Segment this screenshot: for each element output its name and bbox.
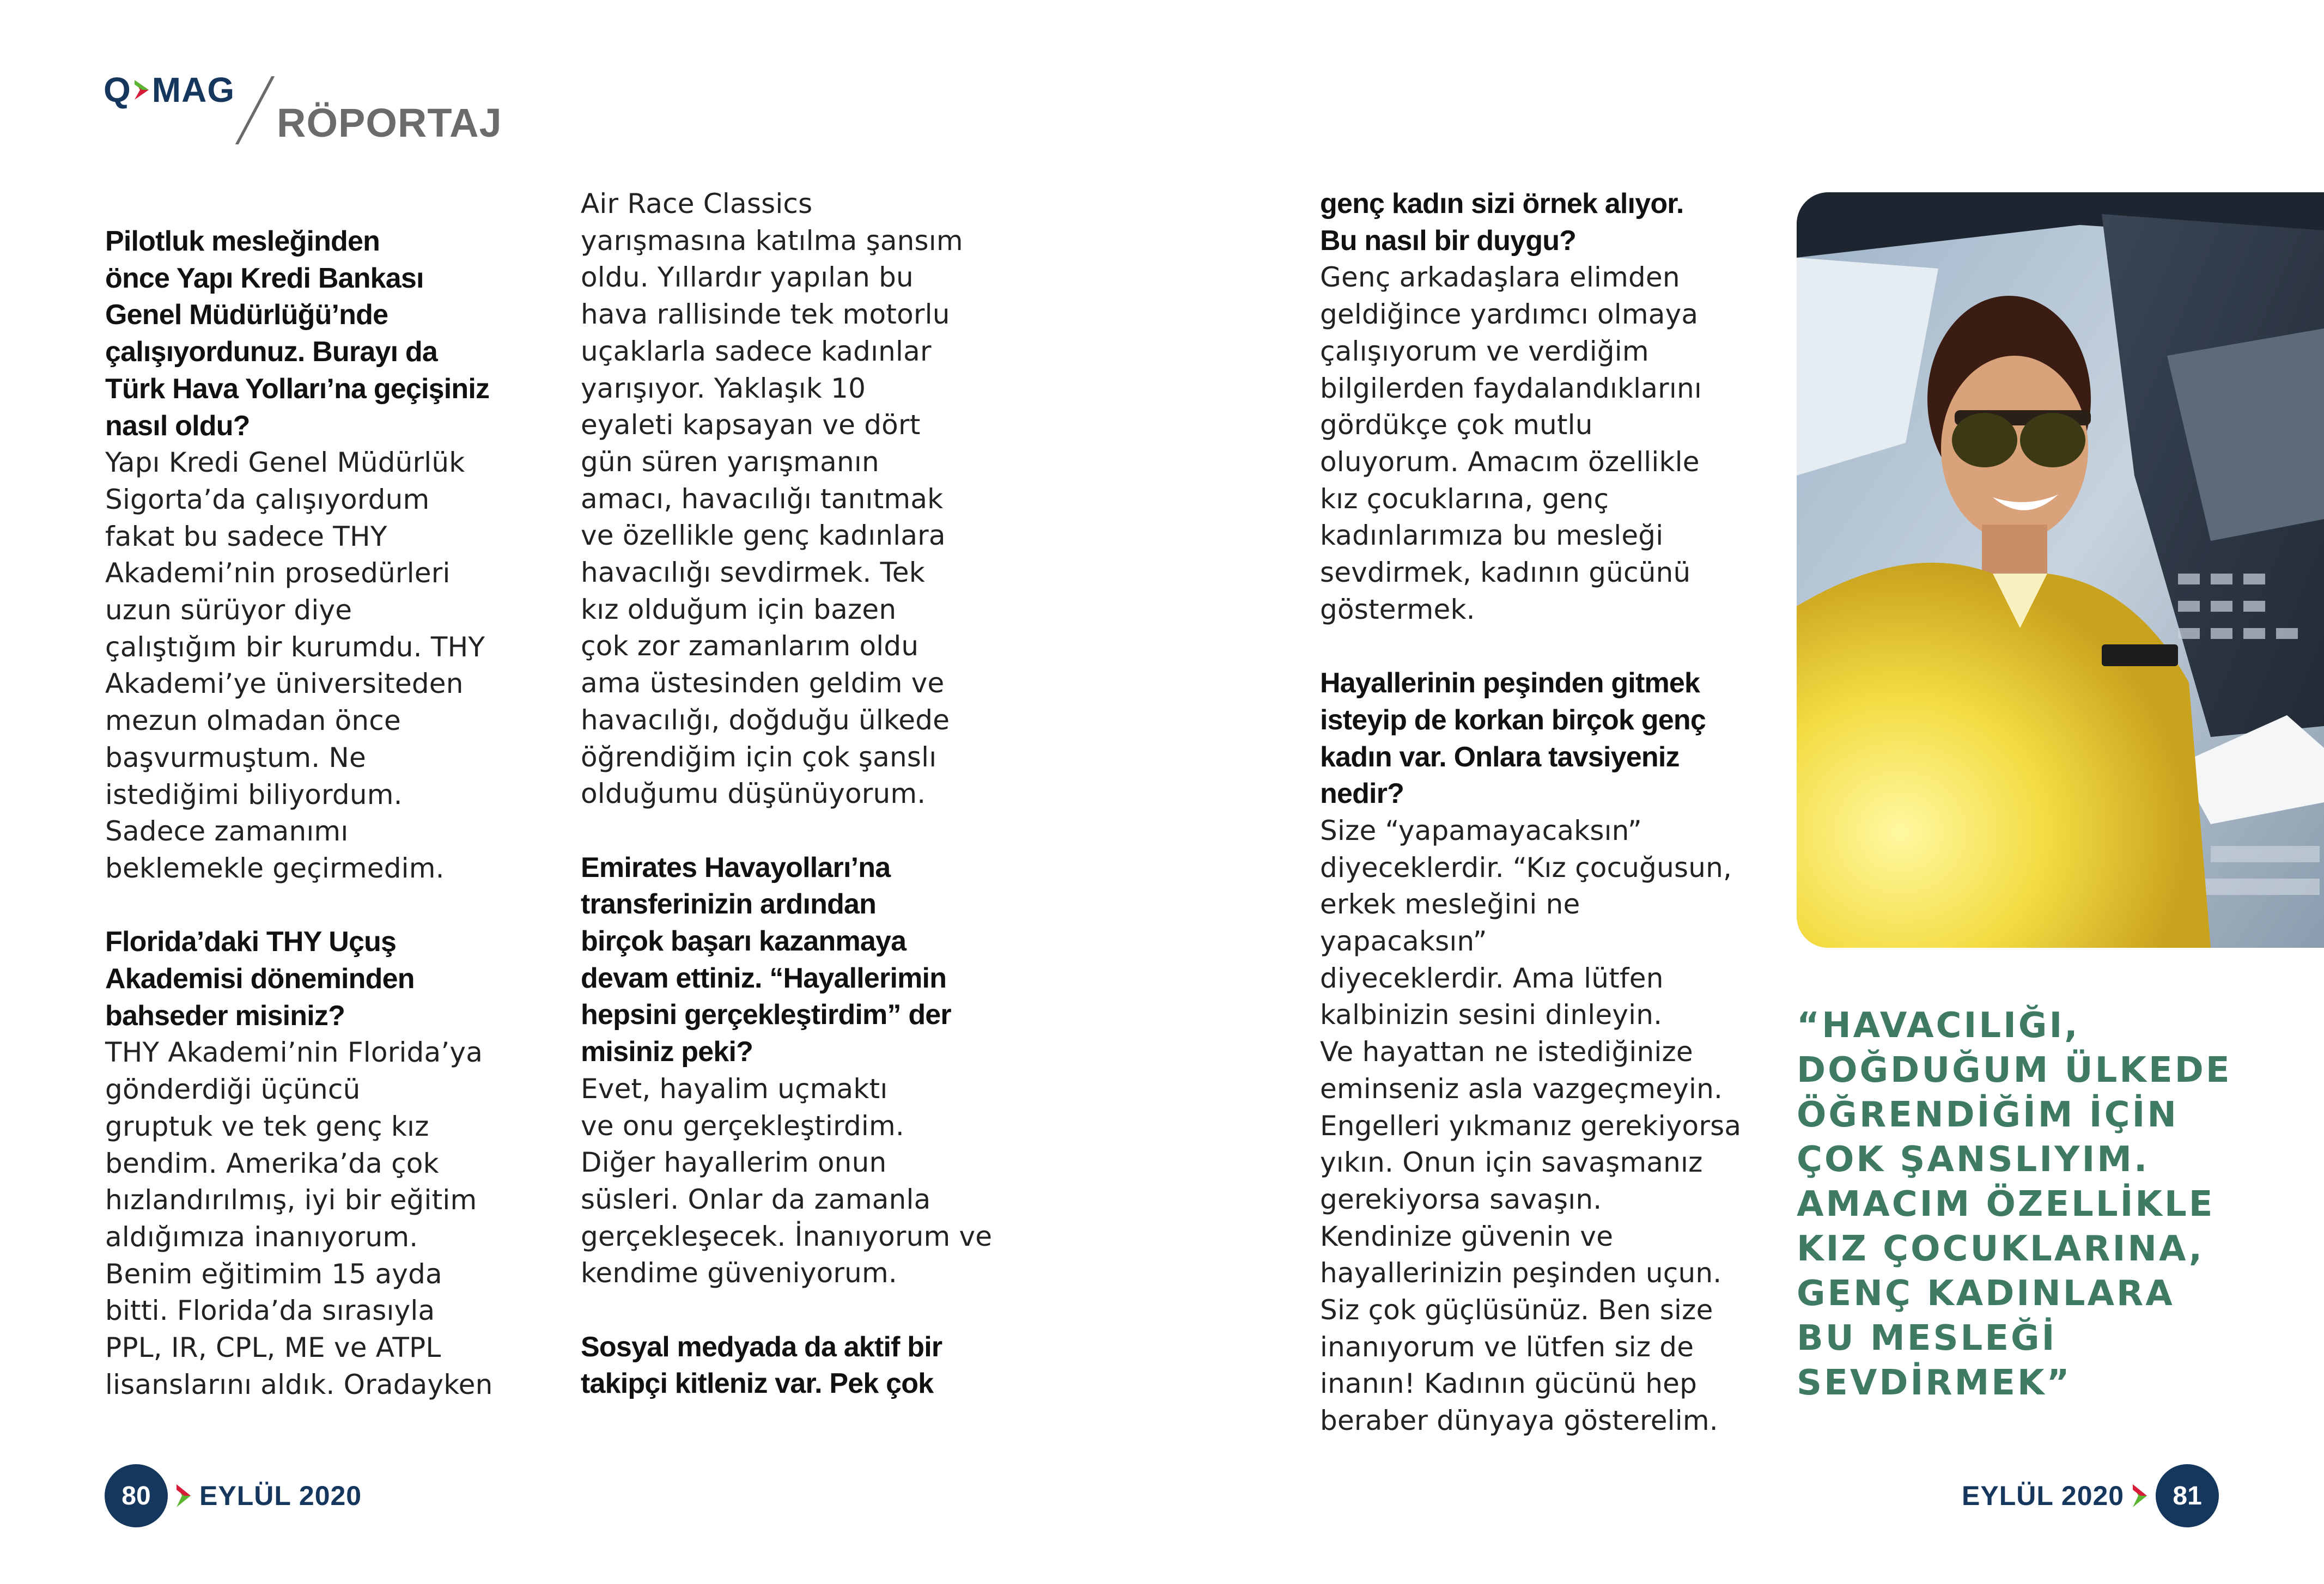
paragraph-gap (1320, 628, 1756, 665)
text-line: diyeceklerdir. “Kız çocuğusun, (1320, 851, 1732, 884)
text-line: geldiğince yardımcı olmaya (1320, 298, 1699, 331)
footer-right (1962, 1464, 2219, 1527)
text-line: hayallerinizin peşinden uçun. (1320, 1257, 1722, 1289)
text-line: gruptuk ve tek genç kız (105, 1110, 429, 1142)
header-divider (235, 76, 275, 144)
text-line: kadın var. Onlara tavsiyeniz (1320, 741, 1680, 773)
text-line: nedir? (1320, 778, 1404, 810)
text-line: hepsini gerçekleştirdim” der (581, 999, 951, 1031)
text-line: kadınlarımıza bu mesleği (1320, 520, 1664, 552)
text-line: inanın! Kadının gücünü hep (1320, 1368, 1698, 1400)
text-line: ve onu gerçekleştirdim. (581, 1110, 904, 1142)
interview-answer (581, 186, 1000, 813)
pull-quote-line: AMACIM ÖZELLİKLE (1797, 1184, 2215, 1224)
pull-quote-line: GENÇ KADINLARA (1797, 1274, 2175, 1314)
text-line: kız çocuklarına, genç (1320, 483, 1609, 515)
issue-date: EYLÜL 2020 (1962, 1481, 2125, 1511)
interview-question (105, 223, 525, 444)
text-line: olduğumu düşünüyorum. (581, 778, 926, 810)
text-line: hava rallisinde tek motorlu (581, 298, 950, 331)
text-line: süsleri. Onlar da zamanla (581, 1183, 931, 1215)
text-line: Engelleri yıkmanız gerekiyorsa (1320, 1110, 1742, 1142)
text-line: Sosyal medyada da aktif bir (581, 1331, 942, 1363)
text-line: havacılığı, doğduğu ülkede (581, 704, 950, 736)
text-line: misiniz peki? (581, 1036, 753, 1068)
text-line: öğrendiğim için çok şanslı (581, 741, 937, 773)
text-line: havacılığı sevdirmek. Tek (581, 557, 925, 589)
text-line: Akademi’nin prosedürleri (105, 557, 451, 589)
issue-date: EYLÜL 2020 (199, 1481, 362, 1511)
text-line: mezun olmadan önce (105, 705, 401, 737)
text-line: isteyip de korkan birçok genç (1320, 704, 1706, 736)
text-column-1 (105, 223, 525, 1403)
text-line: Hayallerinin peşinden gitmek (1320, 667, 1700, 699)
text-line: lisanslarını aldık. Oradayken (105, 1368, 493, 1400)
text-line: Diğer hayallerim onun (581, 1147, 887, 1179)
paragraph-gap (105, 887, 525, 924)
text-line: Siz çok güçlüsünüz. Ben size (1320, 1294, 1713, 1326)
text-line: Sadece zamanımı (105, 815, 349, 848)
text-line: Yapı Kredi Genel Müdürlük (105, 447, 465, 479)
text-line: Pilotluk mesleğinden (105, 226, 380, 257)
text-line: aldığımıza inanıyorum. (105, 1221, 418, 1253)
text-line: Ve hayattan ne istediğinize (1320, 1036, 1693, 1068)
text-line: erkek mesleğini ne yapacaksın” (1320, 888, 1580, 958)
pull-quote-line: “HAVACILIĞI, (1797, 1006, 2080, 1046)
text-line: eyaleti kapsayan ve dört (581, 409, 921, 441)
text-line: bilgilerden faydalandıklarını (1320, 372, 1702, 404)
text-line: Bu nasıl bir duygu? (1320, 224, 1577, 257)
brand-logo (104, 70, 235, 110)
text-line: gördükçe çok mutlu (1320, 409, 1593, 441)
text-line: uzun sürüyor diye (105, 594, 352, 626)
text-line: Genel Müdürlüğü’nde (105, 299, 388, 331)
text-line: yıkın. Onun için savaşmanız (1320, 1147, 1703, 1179)
text-line: başvurmuştum. Ne (105, 741, 366, 773)
page-number: 81 (2156, 1464, 2219, 1527)
text-line: Florida’daki THY Uçuş (105, 926, 397, 958)
brand-mag: MAG (151, 70, 235, 109)
text-column-3 (1320, 186, 1756, 1440)
section-label: RÖPORTAJ (277, 100, 502, 145)
text-line: kız olduğum için bazen (581, 593, 897, 625)
interview-question (581, 1329, 1000, 1403)
paragraph-gap (581, 813, 1000, 850)
interview-answer (105, 444, 525, 887)
text-line: PPL, IR, CPL, ME ve ATPL (105, 1332, 441, 1364)
pull-quote-line: ÖĞRENDİĞİM İÇİN (1797, 1095, 2179, 1135)
pull-quote (1797, 1003, 2298, 1405)
interview-question (1320, 665, 1756, 813)
text-line: inanıyorum ve lütfen siz de (1320, 1331, 1694, 1363)
text-line: oldu. Yıllardır yapılan bu (581, 261, 914, 294)
text-line: takipçi kitleniz var. Pek çok (581, 1368, 934, 1400)
text-line: istediğimi biliyordum. (105, 778, 403, 811)
text-line: Evet, hayalim uçmaktı (581, 1073, 888, 1105)
pull-quote-line: BU MESLEĞİ (1797, 1318, 2057, 1358)
text-line: bahseder misiniz? (105, 1000, 345, 1032)
text-line: bitti. Florida’da sırasıyla (105, 1295, 435, 1327)
text-line: Sigorta’da çalışıyordum (105, 483, 430, 515)
text-line: uçaklarla sadece kadınlar (581, 335, 932, 367)
text-line: kalbinizin sesini dinleyin. (1320, 999, 1663, 1031)
text-line: Akademisi döneminden (105, 963, 415, 995)
page-number: 80 (105, 1464, 168, 1527)
text-line: göstermek. (1320, 593, 1475, 625)
text-line: gün süren yarışmanın (581, 446, 879, 478)
text-line: fakat bu sadece THY (105, 520, 387, 552)
text-line: oluyorum. Amacım özellikle (1320, 446, 1700, 478)
text-line: gerçekleşecek. İnanıyorum ve (581, 1220, 993, 1252)
pull-quote-line: ÇOK ŞANSLIYIM. (1797, 1140, 2150, 1180)
text-line: yarışmasına katılma şansım (581, 224, 963, 257)
interview-answer (1320, 813, 1756, 1440)
text-line: gerekiyorsa savaşın. (1320, 1183, 1602, 1215)
text-line: Emirates Havayolları’na (581, 851, 891, 884)
text-line: yarışıyor. Yaklaşık 10 (581, 372, 866, 404)
chevron-icon (132, 79, 151, 101)
pull-quote-line: SEVDİRMEK” (1797, 1363, 2072, 1403)
text-line: Air Race Classics (581, 188, 813, 220)
text-line: çok zor zamanlarım oldu (581, 630, 919, 662)
text-line: bendim. Amerika’da çok (105, 1147, 439, 1179)
text-line: nasıl oldu? (105, 410, 250, 442)
interview-question (1320, 186, 1756, 259)
pull-quote-line: DOĞDUĞUM ÜLKEDE (1797, 1050, 2232, 1090)
text-line: kendime güveniyorum. (581, 1257, 898, 1289)
text-line: birçok başarı kazanmaya (581, 925, 907, 958)
interview-answer (105, 1034, 525, 1403)
text-line: çalışıyorum ve verdiğim (1320, 335, 1649, 367)
text-line: Kendinize güvenin ve (1320, 1220, 1614, 1252)
chevron-icon (175, 1483, 192, 1508)
text-line: ve özellikle genç kadınlara (581, 520, 946, 552)
text-line: Benim eğitimim 15 ayda (105, 1258, 442, 1290)
text-line: genç kadın sizi örnek alıyor. (1320, 188, 1684, 220)
text-line: gönderdiği üçüncü (105, 1074, 361, 1106)
text-line: Türk Hava Yolları’na geçişiniz (105, 373, 490, 405)
interview-answer (1320, 259, 1756, 628)
interview-question (581, 850, 1000, 1071)
text-line: Genç arkadaşlara elimden (1320, 261, 1680, 294)
text-line: transferinizin ardından (581, 888, 877, 921)
text-line: Akademi’ye üniversiteden (105, 668, 464, 700)
text-line: eminseniz asla vazgeçmeyin. (1320, 1073, 1723, 1105)
text-line: THY Akademi’nin Florida’ya (105, 1037, 483, 1069)
text-line: ama üstesinden geldim ve (581, 667, 945, 699)
brand-q: Q (104, 70, 131, 109)
text-column-2 (581, 186, 1000, 1403)
text-line: amacı, havacılığı tanıtmak (581, 483, 944, 515)
text-line: devam ettiniz. “Hayallerimin (581, 962, 947, 994)
text-line: çalışıyordunuz. Burayı da (105, 336, 437, 368)
footer-left (105, 1464, 362, 1527)
chevron-icon (2132, 1483, 2148, 1508)
interview-answer (581, 1071, 1000, 1292)
pilot-portrait-photo (1797, 192, 2324, 948)
interview-question (105, 924, 525, 1034)
text-line: çalıştığım bir kurumdu. THY (105, 631, 485, 663)
text-line: hızlandırılmış, iyi bir eğitim (105, 1184, 477, 1216)
paragraph-gap (581, 1292, 1000, 1329)
text-line: Size “yapamayacaksın” (1320, 814, 1642, 846)
text-line: diyeceklerdir. Ama lütfen (1320, 962, 1664, 994)
text-line: beklemekle geçirmedim. (105, 852, 445, 884)
text-line: beraber dünyaya gösterelim. (1320, 1405, 1718, 1437)
text-line: sevdirmek, kadının gücünü (1320, 557, 1691, 589)
text-line: önce Yapı Kredi Bankası (105, 262, 424, 294)
pull-quote-line: KIZ ÇOCUKLARINA, (1797, 1229, 2204, 1269)
